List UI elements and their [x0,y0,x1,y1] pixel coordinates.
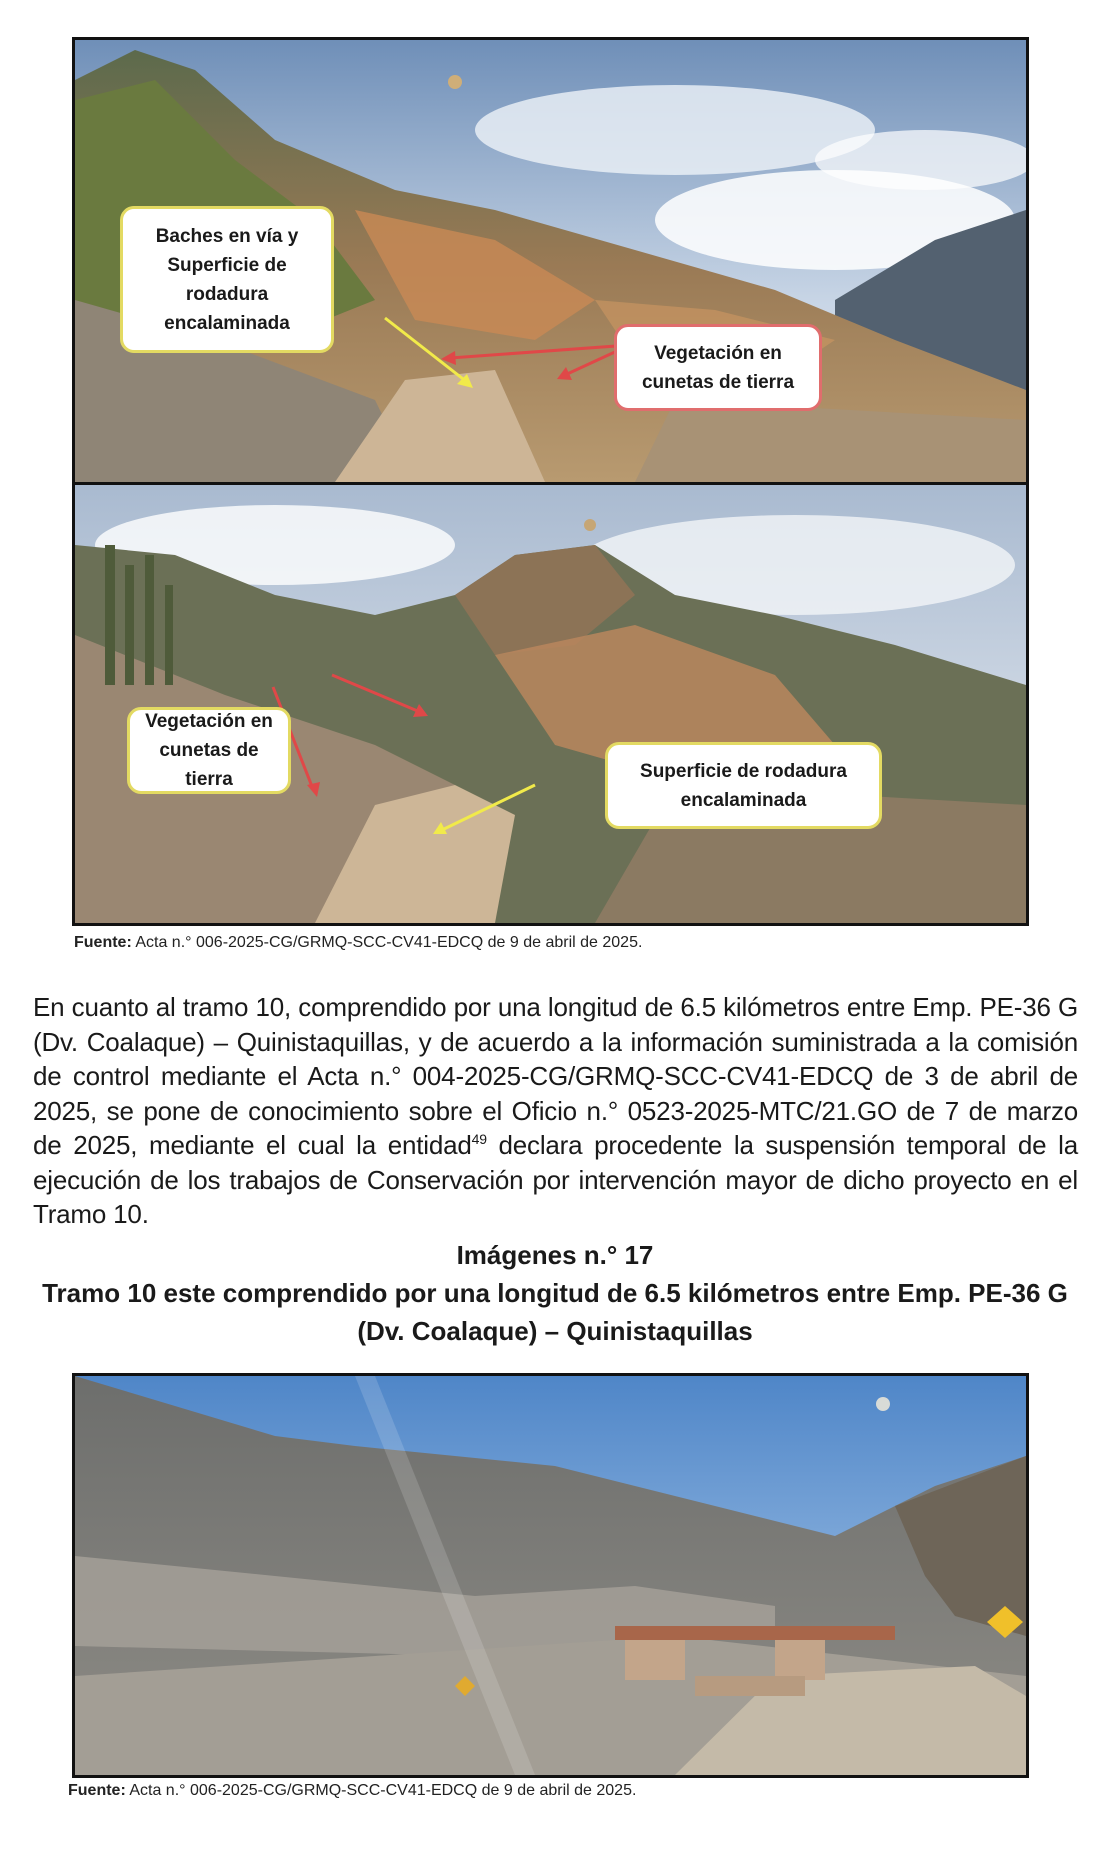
figure-number: Imágenes n.° 17 [456,1240,654,1270]
photo-2-arrows [75,485,1026,923]
paragraph-text-before: En cuanto al tramo 10, comprendido por una longitud de 6.5 kilómetros entre Emp. PE-36 G (Dv. Coalaque) – Quinistaquillas, y de acuerdo a la información suministrada a la comisión de control mediante el Acta n.° 004-2025-CG/GRMQ-SCC-CV41-EDCQ de 3 de abril de 2025, se pone de conocimiento sobre el Oficio n.° 0523-2025-MTC/21.GO de 7 de marzo de 2025, mediante el cual la entidad [33,992,1078,1160]
figure-source-top [74,934,642,952]
callout-vegetation: Vegetación en cunetas de tierra [614,324,822,411]
source-label: Fuente: [74,934,132,951]
photo-road-vegetation [72,482,1029,926]
source-text: Acta n.° 006-2025-CG/GRMQ-SCC-CV41-EDCQ de 9 de abril de 2025. [131,934,643,951]
figure-title-line-2: (Dv. Coalaque) – Quinistaquillas [357,1316,753,1346]
figure-title-line-1: Tramo 10 este comprendido por una longitud de 6.5 kilómetros entre Emp. PE-36 G [42,1278,1068,1308]
footnote-ref[interactable]: 49 [471,1131,487,1147]
callout-vegetation-2: Vegetación en cunetas de tierra [127,707,291,794]
callout-potholes: Baches en vía y Superficie de rodadura encalaminada [120,206,334,353]
callout-surface: Superficie de rodadura encalaminada [605,742,882,829]
photo-3-scene [75,1376,1026,1775]
source-text-bottom: Acta n.° 006-2025-CG/GRMQ-SCC-CV41-EDCQ de 9 de abril de 2025. [125,1782,637,1799]
photo-bridge-works [72,1373,1029,1778]
body-paragraph [33,990,1078,1232]
figure-source-bottom [68,1782,636,1800]
paragraph-text-after: declara procedente la suspensión temporal de la ejecución de los trabajos de Conservación por intervención mayor de dicho proyecto en el Tramo 10. [33,1130,1078,1229]
source-label-bottom: Fuente: [68,1782,126,1799]
